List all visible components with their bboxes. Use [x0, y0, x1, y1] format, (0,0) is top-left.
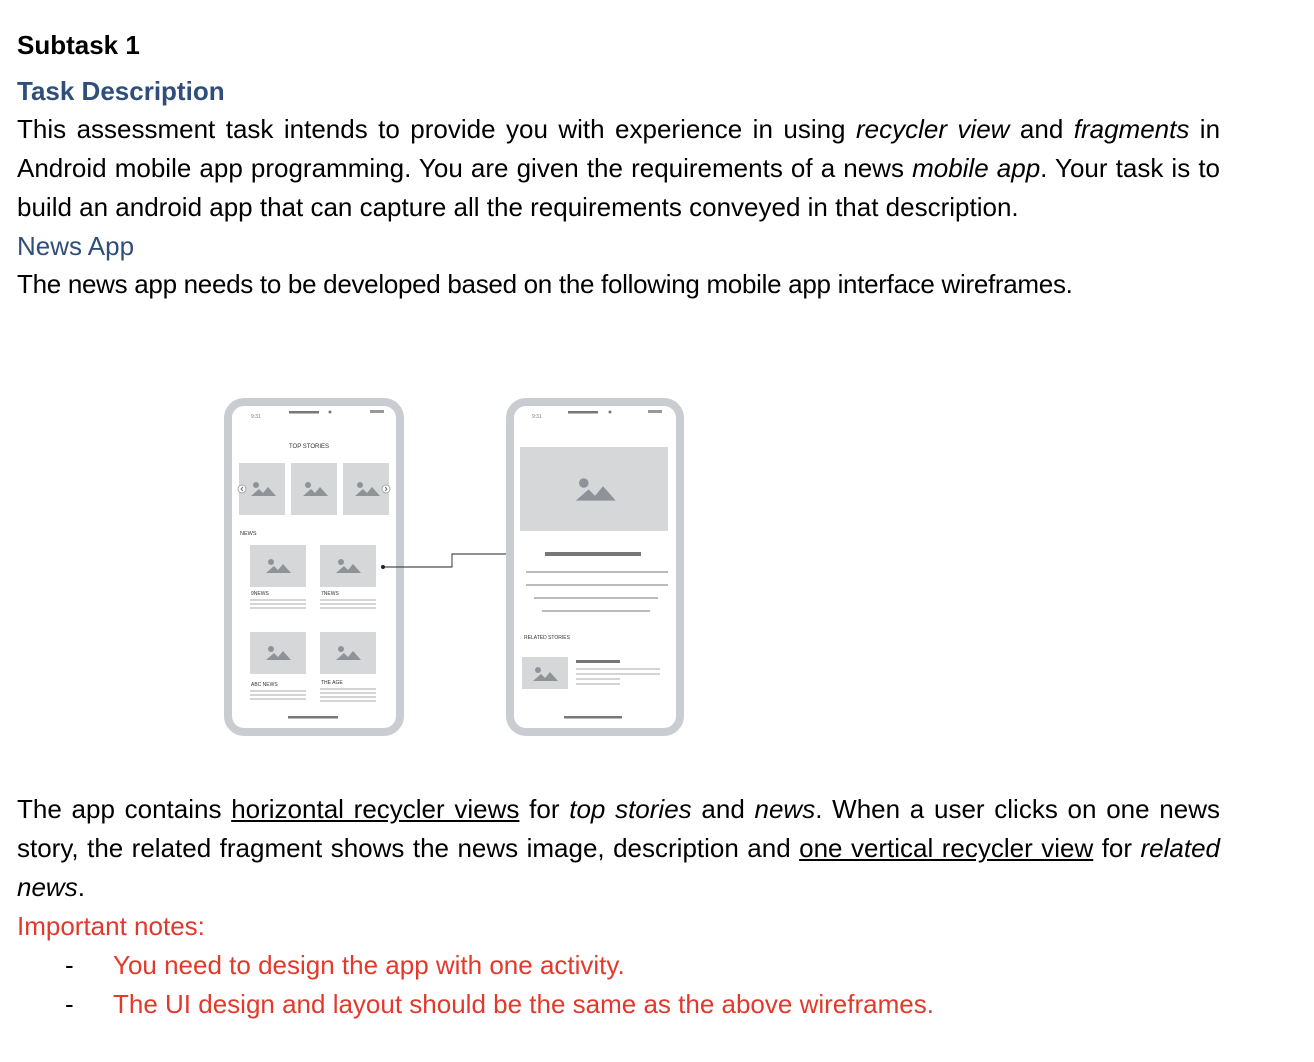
news-card-title: 7NEWS	[321, 591, 339, 597]
related-stories-label: RELATED STORIES	[524, 635, 570, 641]
news-card-image	[250, 545, 306, 587]
app-description-paragraph: The app contains horizontal recycler views for top stories and news. When a user clicks on one news story, the related fragment shows the news image, description and one vertical recycler view for related news.	[17, 794, 1220, 902]
news-card-image	[320, 632, 376, 674]
wireframe-figure	[220, 395, 690, 740]
status-time: 9:31	[532, 414, 542, 420]
news-card-title: 9NEWS	[251, 591, 269, 597]
news-card-image	[250, 632, 306, 674]
home-indicator	[564, 716, 622, 719]
important-notes-list	[17, 946, 1220, 1024]
description-section	[17, 790, 1220, 1024]
story-hero-image	[520, 447, 668, 531]
note-item: - You need to design the app with one activity.	[65, 950, 625, 980]
news-card-title: ABC NEWS	[251, 682, 278, 688]
carousel-next-icon	[382, 485, 390, 493]
phone-wireframe-detail	[510, 402, 680, 732]
status-time: 9:31	[251, 414, 261, 420]
home-indicator	[288, 716, 338, 719]
story-title-bar	[545, 552, 641, 556]
news-card-title: THE AGE	[321, 680, 343, 686]
subtask-heading: Subtask 1	[17, 30, 140, 60]
important-notes-heading: Important notes:	[17, 911, 205, 941]
phone-wireframe-home	[228, 402, 400, 732]
carousel-prev-icon	[238, 485, 246, 493]
task-description-heading: Task Description	[17, 76, 225, 106]
news-app-heading: News App	[17, 231, 135, 261]
news-card-image	[320, 545, 376, 587]
news-app-paragraph: The news app needs to be developed based on the following mobile app interface wireframes.	[17, 269, 1073, 299]
top-stories-label: TOP STORIES	[288, 444, 330, 450]
news-label: NEWS	[240, 531, 257, 537]
note-item: - The UI design and layout should be the same as the above wireframes.	[65, 989, 934, 1019]
top-story-image	[291, 463, 337, 515]
task-description-paragraph: This assessment task intends to provide you with experience in using recycler view and fragments in Android mobile app programming. You are given the requirements of a news mobile app. Your task is to build an android app that can capture all the requirements conveyed in that description.	[17, 114, 1221, 222]
related-story-image	[522, 657, 568, 689]
document-page	[17, 28, 1220, 304]
